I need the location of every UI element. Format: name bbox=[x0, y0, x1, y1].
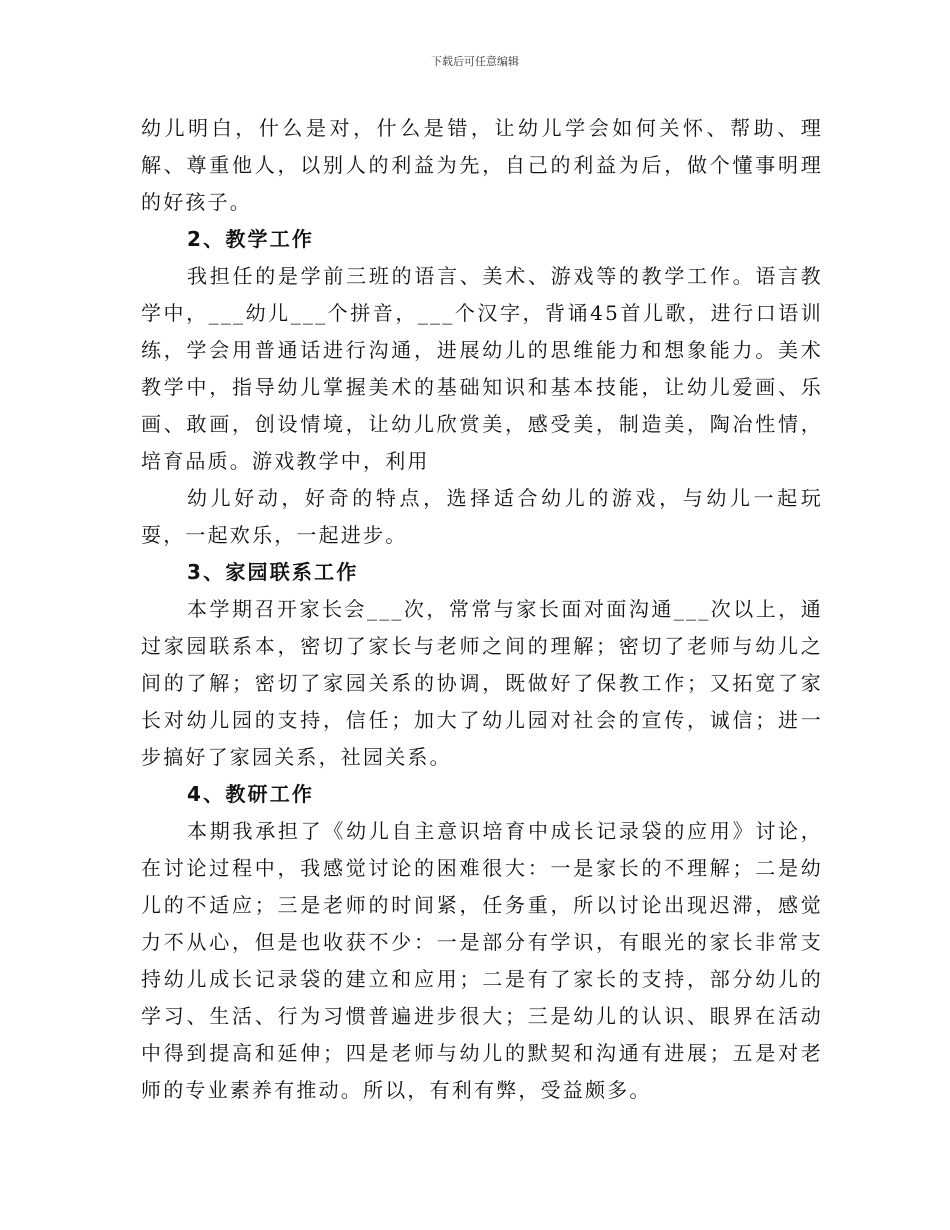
paragraph-continuation: 幼儿明白，什么是对，什么是错，让幼儿学会如何关怀、帮助、理解、尊重他人，以别人的利益为先，自己的利益为后，做个懂事明理的好孩子。 bbox=[141, 116, 823, 214]
section-heading-research: 4、教研工作 bbox=[187, 782, 315, 806]
paragraph-home-school: 本学期召开家长会___次，常常与家长面对面沟通___次以上，通过家园联系本，密切了家长与老师之间的理解；密切了老师与幼儿之间的了解；密切了家园关系的协调，既做好了保教工作；又拓宽了家长对幼儿园的支持，信任；加大了幼儿园对社会的宣传，诚信；进一步搞好了家园关系，社园关系。 bbox=[141, 597, 823, 769]
paragraph-teaching: 我担任的是学前三班的语言、美术、游戏等的教学工作。语言教学中，___幼儿___个拼音，___个汉字，背诵45首儿歌，进行口语训练，学会用普通话进行沟通，进展幼儿的思维能力和想象能力。美术教学中，指导幼儿掌握美术的基础知识和基本技能，让幼儿爱画、乐画、敢画，创设情境，让幼儿欣赏美，感受美，制造美，陶冶性情，培育品质。游戏教学中，利用 bbox=[141, 264, 823, 473]
page-header-note: 下载后可任意编辑 bbox=[431, 55, 519, 68]
section-heading-home-school: 3、家园联系工作 bbox=[187, 560, 359, 584]
section-heading-teaching: 2、教学工作 bbox=[187, 227, 315, 251]
document-body bbox=[141, 110, 823, 1109]
paragraph-research: 本期我承担了《幼儿自主意识培育中成长记录袋的应用》讨论，在讨论过程中，我感觉讨论的困难很大：一是家长的不理解；二是幼儿的不适应；三是老师的时间紧，任务重，所以讨论出现迟滞，感觉力不从心，但是也收获不少：一是部分有学识，有眼光的家长非常支持幼儿成长记录袋的建立和应用；二是有了家长的支持，部分幼儿的学习、生活、行为习惯普遍进步很大；三是幼儿的认识、眼界在活动中得到提高和延伸；四是老师与幼儿的默契和沟通有进展；五是对老师的专业素养有推动。所以，有利有弊，受益颇多。 bbox=[141, 819, 823, 1102]
paragraph-games: 幼儿好动，好奇的特点，选择适合幼儿的游戏，与幼儿一起玩耍，一起欢乐，一起进步。 bbox=[141, 486, 823, 547]
